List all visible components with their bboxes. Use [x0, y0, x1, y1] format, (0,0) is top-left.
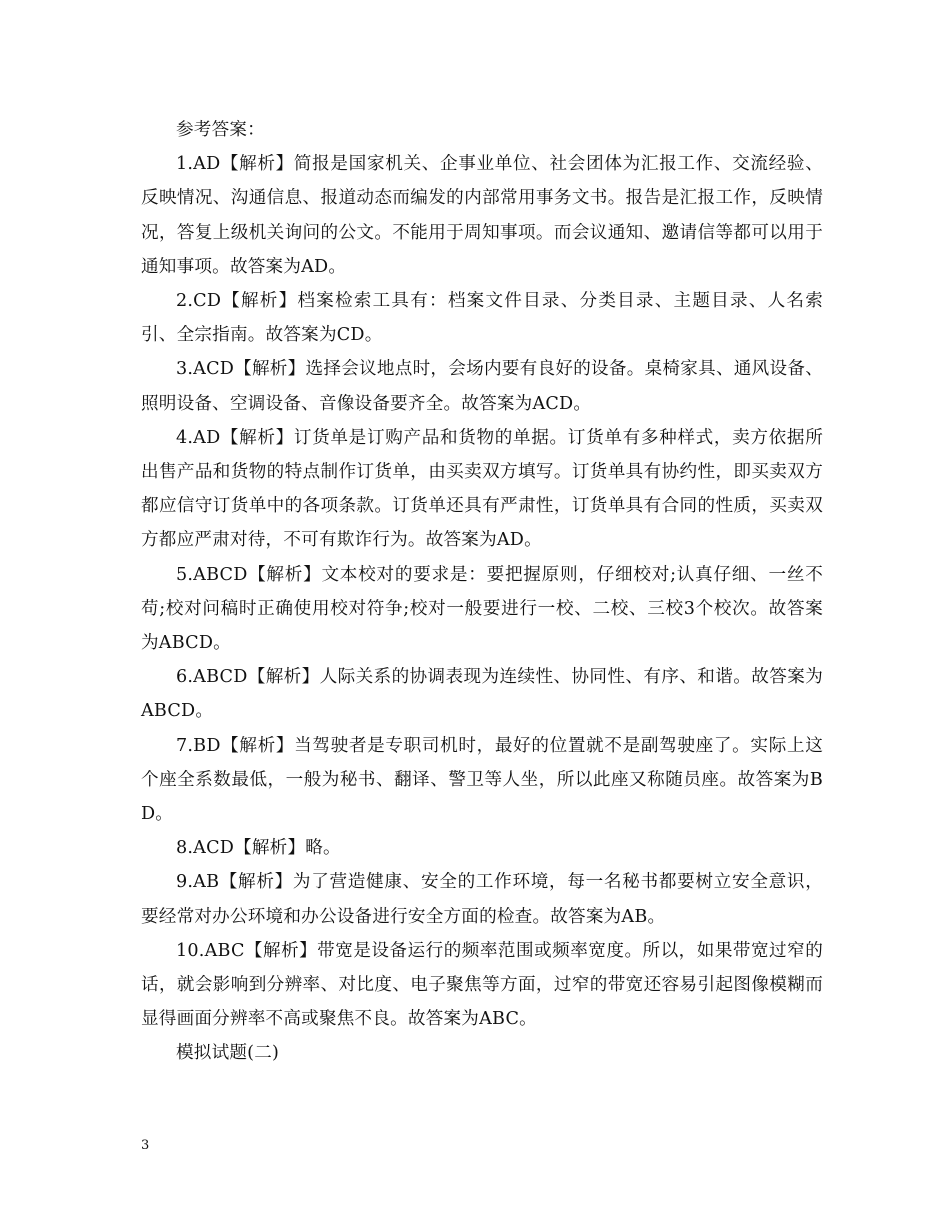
answer-6: 6.ABCD【解析】人际关系的协调表现为连续性、协同性、有序、和谐。故答案为ABCD。	[141, 667, 823, 722]
answer-3: 3.ACD【解析】选择会议地点时，会场内要有良好的设备。桌椅家具、通风设备、照明设备、空调设备、音像设备要齐全。故答案为ACD。	[141, 359, 823, 414]
answer-9: 9.AB【解析】为了营造健康、安全的工作环境，每一名秘书都要树立安全意识，要经常对办公环境和办公设备进行安全方面的检查。故答案为AB。	[141, 872, 823, 927]
answer-7: 7.BD【解析】当驾驶者是专职司机时，最好的位置就不是副驾驶座了。实际上这个座全系数最低，一般为秘书、翻译、警卫等人坐，所以此座又称随员座。故答案为BD。	[141, 735, 823, 825]
answer-5: 5.ABCD【解析】文本校对的要求是：要把握原则，仔细校对;认真仔细、一丝不苟;校对问稿时正确使用校对符争;校对一般要进行一校、二校、三校3个校次。故答案为ABCD。	[141, 564, 823, 654]
answer-2: 2.CD【解析】档案检索工具有：档案文件目录、分类目录、主题目录、人名索引、全宗指南。故答案为CD。	[141, 291, 823, 346]
answer-4: 4.AD【解析】订货单是订购产品和货物的单据。订货单有多种样式，卖方依据所出售产品和货物的特点制作订货单，由买卖双方填写。订货单具有协约性，即买卖双方都应信守订货单中的各项条款。订货单还具有严肃性，订货单具有合同的性质，买卖双方都应严肃对待，不可有欺诈行为。故答案为AD。	[141, 427, 823, 551]
answer-8: 8.ACD【解析】略。	[176, 838, 341, 859]
section-title: 模拟试题(二)	[176, 1043, 280, 1064]
answer-10: 10.ABC【解析】带宽是设备运行的频率范围或频率宽度。所以，如果带宽过窄的话，就会影响到分辨率、对比度、电子聚焦等方面，过窄的带宽还容易引起图像模糊而显得画面分辨率不高或聚焦不良。故答案为ABC。	[141, 940, 823, 1030]
page-number: 3	[141, 1138, 150, 1153]
answer-1: 1.AD【解析】简报是国家机关、企事业单位、社会团体为汇报工作、交流经验、反映情况、沟通信息、报道动态而编发的内部常用事务文书。报告是汇报工作，反映情况，答复上级机关询问的公文。不能用于周知事项。而会议通知、邀请信等都可以用于通知事项。故答案为AD。	[141, 154, 823, 277]
document-body	[141, 113, 823, 1071]
answer-heading: 参考答案：	[176, 120, 265, 140]
